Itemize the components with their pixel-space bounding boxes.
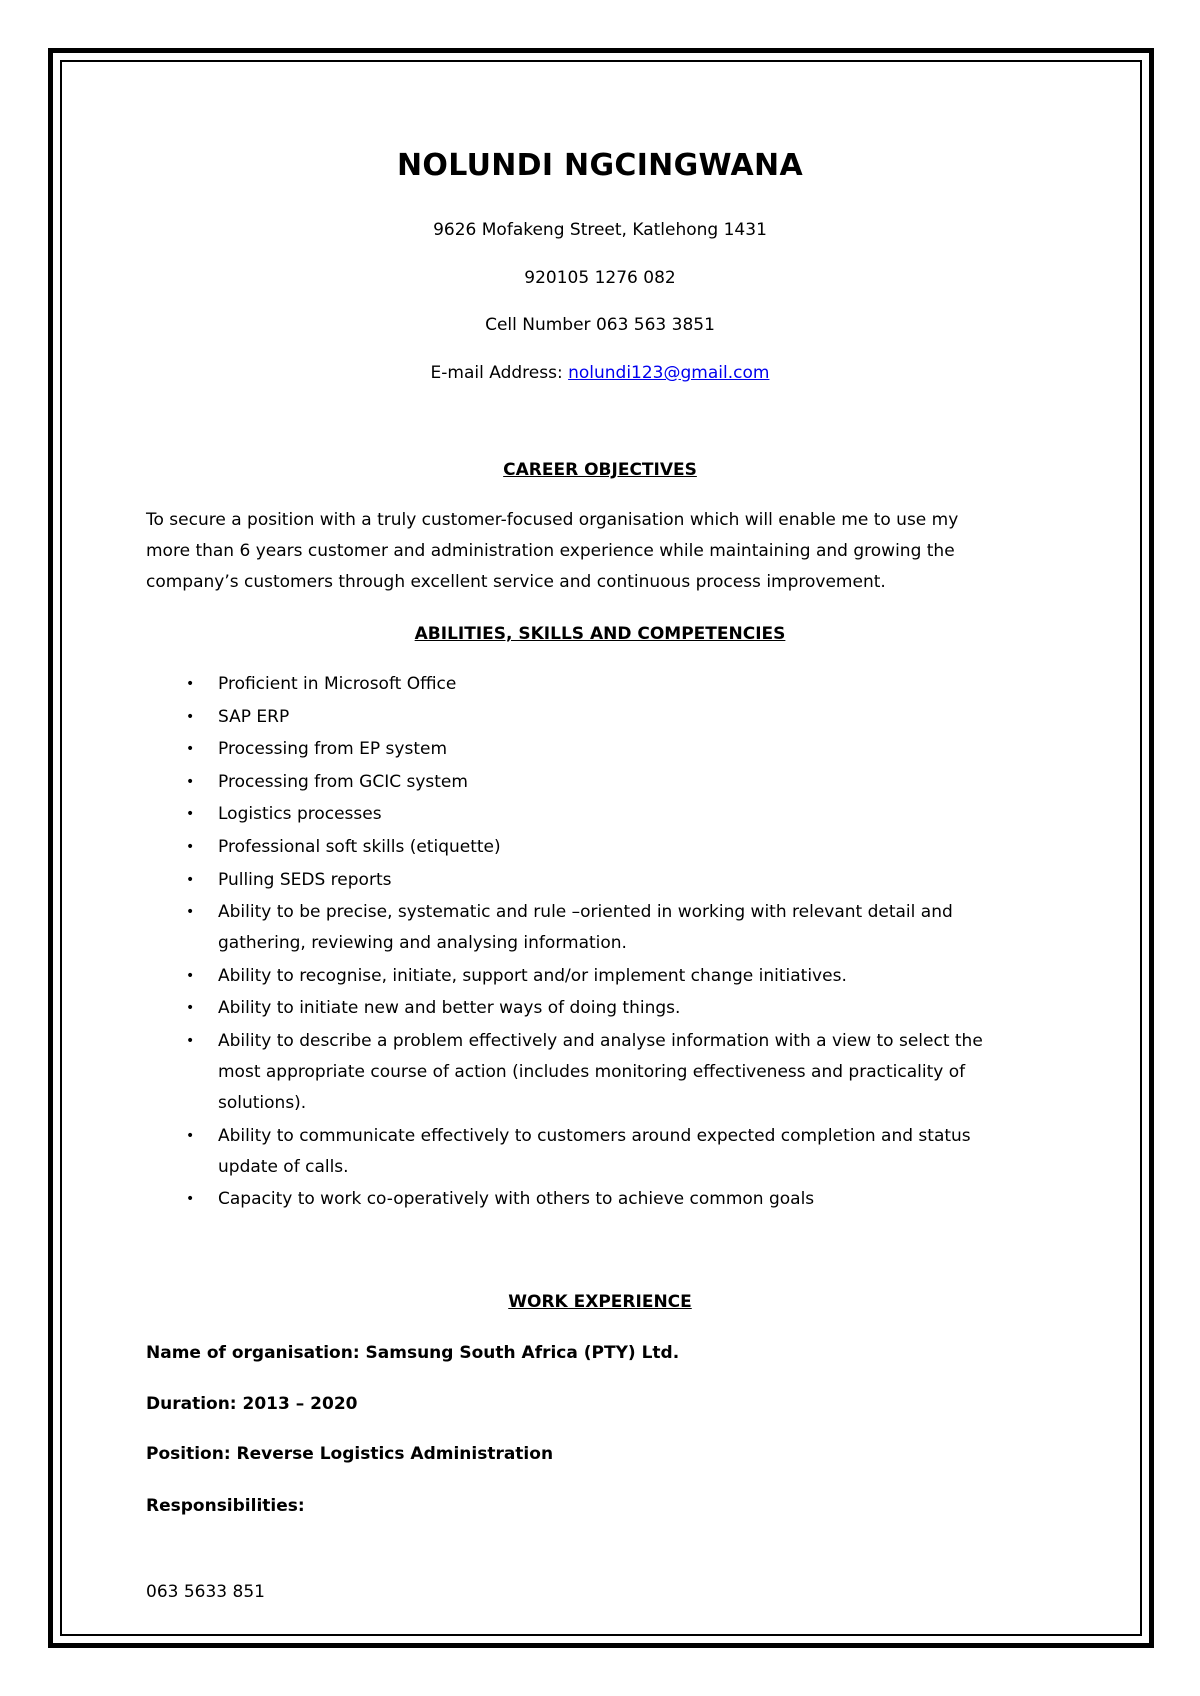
- career-line: company’s customers through excellent service and continuous process improvement.: [146, 572, 886, 592]
- work-experience-heading: WORK EXPERIENCE: [508, 1292, 692, 1312]
- skill-text: Processing from GCIC system: [218, 771, 468, 792]
- skill-text: Ability to be precise, systematic and rule –oriented in working with relevant detail and: [218, 902, 953, 923]
- skill-item: [146, 734, 1054, 765]
- bullet-icon: •: [186, 904, 195, 921]
- skill-item: [146, 961, 1054, 992]
- skill-text: Proficient in Microsoft Office: [218, 674, 457, 694]
- skill-item: [146, 1121, 1054, 1183]
- work-responsibilities: Responsibilities:: [146, 1496, 305, 1516]
- work-duration: Duration: 2013 – 2020: [146, 1394, 358, 1414]
- candidate-name: NOLUNDI NGCINGWANA: [397, 148, 803, 183]
- skill-item: [146, 1026, 1054, 1119]
- bullet-icon: •: [186, 1127, 195, 1144]
- skill-text: Processing from EP system: [218, 739, 448, 760]
- address: 9626 Mofakeng Street, Katlehong 1431: [433, 220, 767, 240]
- skill-text: Ability to communicate effectively to customers around expected completion and status: [218, 1125, 971, 1146]
- skill-text: most appropriate course of action (includes monitoring effectiveness and practicality of: [218, 1061, 966, 1082]
- skill-text: Professional soft skills (etiquette): [218, 836, 501, 857]
- bullet-icon: •: [186, 967, 195, 984]
- skills-list: [146, 669, 1054, 1217]
- email-row: [146, 363, 1054, 383]
- bullet-icon: •: [186, 1000, 195, 1017]
- skill-item: [146, 993, 1054, 1024]
- skill-item: [146, 799, 1054, 830]
- skill-text: update of calls.: [218, 1156, 349, 1177]
- bullet-icon: •: [186, 708, 195, 725]
- skill-item: [146, 832, 1054, 863]
- career-line: To secure a position with a truly customer-focused organisation which will enable me to use my: [146, 510, 959, 530]
- skill-text: SAP ERP: [218, 706, 290, 727]
- bullet-icon: •: [186, 838, 195, 855]
- skill-item: [146, 767, 1054, 798]
- bullet-icon: •: [186, 806, 195, 823]
- footer-phone: 063 5633 851: [146, 1582, 265, 1602]
- abilities-heading: ABILITIES, SKILLS AND COMPETENCIES: [414, 624, 786, 644]
- bullet-icon: •: [186, 1191, 195, 1208]
- skill-text: Ability to recognise, initiate, support and/or implement change initiatives.: [218, 965, 847, 986]
- bullet-icon: •: [186, 1032, 195, 1049]
- career-line: more than 6 years customer and administration experience while maintaining and growing the: [146, 541, 955, 561]
- id-number: 920105 1276 082: [524, 268, 676, 288]
- skill-text: Ability to describe a problem effectively and analyse information with a view to select the: [218, 1030, 983, 1051]
- skill-item: [146, 865, 1054, 896]
- cell-number: Cell Number 063 563 3851: [485, 315, 715, 335]
- skill-item: [146, 702, 1054, 733]
- skill-item: [146, 669, 1054, 700]
- work-position: Position: Reverse Logistics Administration: [146, 1444, 554, 1464]
- skill-text: gathering, reviewing and analysing information.: [218, 933, 627, 954]
- skill-item: [146, 897, 1054, 959]
- bullet-icon: •: [186, 871, 195, 888]
- career-objectives-heading: CAREER OBJECTIVES: [503, 460, 697, 480]
- skill-text: Ability to initiate new and better ways of doing things.: [218, 998, 681, 1019]
- skill-item: [146, 1184, 1054, 1215]
- bullet-icon: •: [186, 773, 195, 790]
- email-label: E-mail Address:: [430, 363, 569, 383]
- email-link[interactable]: nolundi123@gmail.com: [568, 363, 770, 383]
- work-organisation: Name of organisation: Samsung South Africa (PTY) Ltd.: [146, 1343, 680, 1363]
- skill-text: Capacity to work co-operatively with others to achieve common goals: [218, 1189, 815, 1210]
- skill-text: Pulling SEDS reports: [218, 869, 392, 890]
- skill-text: solutions).: [218, 1092, 307, 1113]
- bullet-icon: •: [186, 676, 195, 692]
- skill-text: Logistics processes: [218, 804, 382, 825]
- career-objectives-paragraph: [146, 505, 1054, 598]
- bullet-icon: •: [186, 741, 195, 758]
